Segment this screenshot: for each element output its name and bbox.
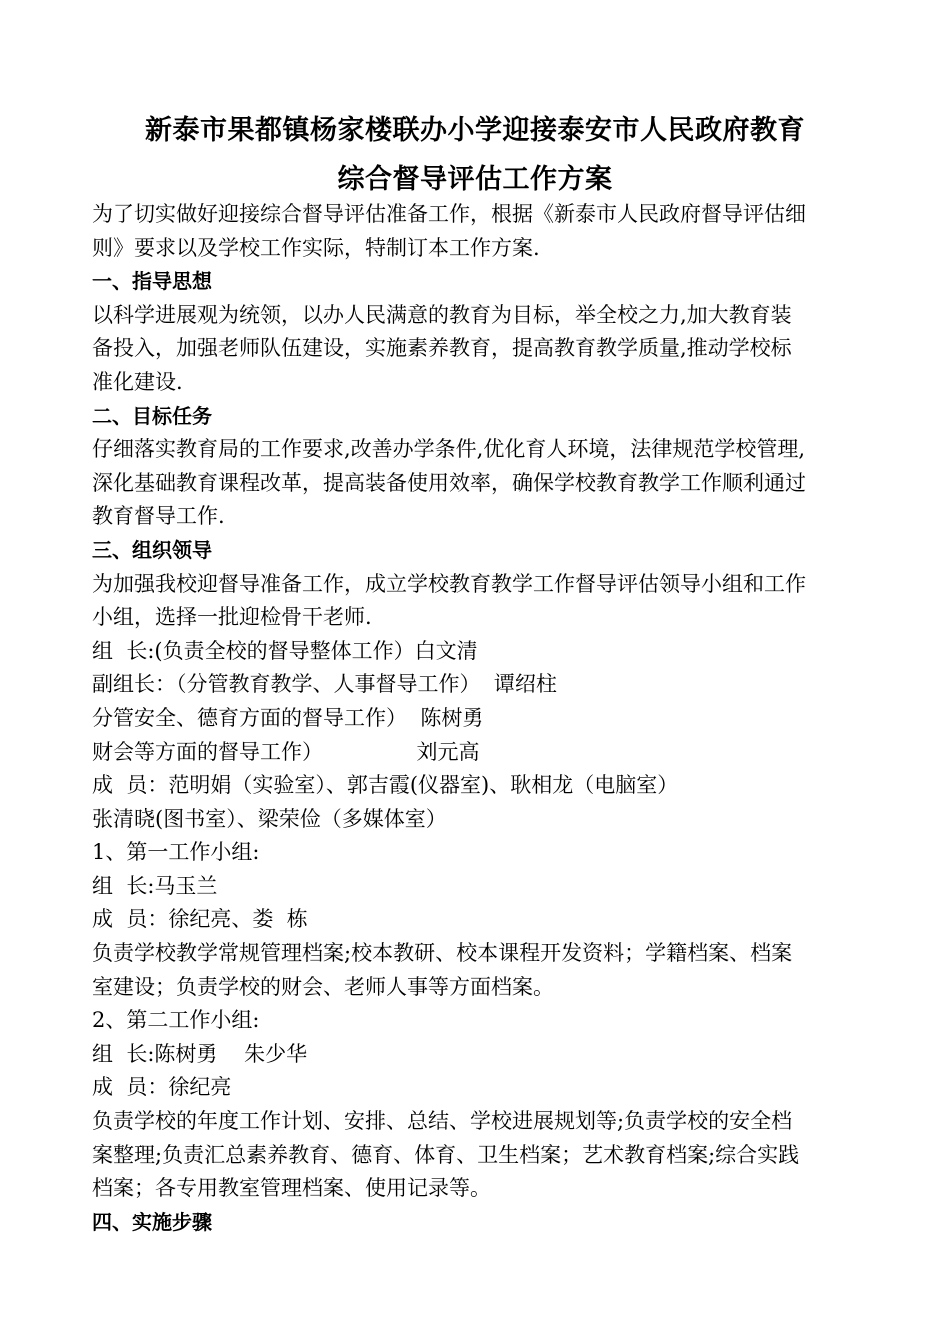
deputy-leader-line: 财会等方面的督导工作） 刘元高 <box>92 739 480 764</box>
paragraph-line: 以科学进展观为统领，以办人民满意的教育为目标，举全校之力,加大教育装 <box>92 302 792 327</box>
deputy-leader-line: 分管安全、德育方面的督导工作） 陈树勇 <box>92 705 484 730</box>
paragraph-line: 备投入，加强老师队伍建设，实施素养教育，提高教育教学质量,推动学校标 <box>92 336 792 361</box>
paragraph-line: 为加强我校迎督导准备工作，成立学校教育教学工作督导评估领导小组和工作 <box>92 571 806 596</box>
paragraph-line: 教育督导工作. <box>92 504 225 529</box>
section-heading-implementation: 四、实施步骤 <box>92 1209 212 1234</box>
paragraph-line: 档案；各专用教室管理档案、使用记录等。 <box>92 1176 491 1201</box>
intro-line: 则》要求以及学校工作实际，特制订本工作方案. <box>92 235 540 260</box>
paragraph-line: 深化基础教育课程改革，提高装备使用效率，确保学校教育教学工作顺利通过 <box>92 470 806 495</box>
members-line: 成 员：范明娟（实验室）、郭吉霞(仪器室)、耿相龙（电脑室） <box>92 773 679 798</box>
paragraph-line: 负责学校的年度工作计划、安排、总结、学校进展规划等;负责学校的安全档 <box>92 1109 793 1134</box>
paragraph-line: 负责学校教学常规管理档案;校本教研、校本课程开发资料；学籍档案、档案 <box>92 941 793 966</box>
paragraph-line: 案整理;负责汇总素养教育、德育、体育、卫生档案；艺术教育档案;综合实践 <box>92 1142 800 1167</box>
intro-line: 为了切实做好迎接综合督导评估准备工作，根据《新泰市人民政府督导评估细 <box>92 202 806 226</box>
deputy-leader-line: 副组长：（分管教育教学、人事督导工作） 谭绍柱 <box>92 672 557 697</box>
paragraph-line: 室建设；负责学校的财会、老师人事等方面档案。 <box>92 974 554 999</box>
paragraph-line: 准化建设. <box>92 369 183 394</box>
group-heading: 1、第一工作小组: <box>92 840 260 865</box>
group-members-line: 成 员：徐纪亮、娄 栋 <box>92 907 308 932</box>
paragraph-line: 小组，选择一批迎检骨干老师. <box>92 605 372 630</box>
group-heading: 2、第二工作小组: <box>92 1008 260 1033</box>
group-members-line: 成 员：徐纪亮 <box>92 1075 232 1100</box>
team-leader-line: 组 长:(负责全校的督导整体工作）白文清 <box>92 638 478 663</box>
section-heading-organization: 三、组织领导 <box>92 537 212 562</box>
group-leader-line: 组 长:马玉兰 <box>92 873 218 898</box>
group-leader-line: 组 长:陈树勇 朱少华 <box>92 1041 308 1066</box>
document-title-line-1: 新泰市果都镇杨家楼联办小学迎接泰安市人民政府教育 <box>145 115 805 146</box>
document-title-line-2: 综合督导评估工作方案 <box>337 164 613 195</box>
section-heading-goals: 二、目标任务 <box>92 403 212 428</box>
section-heading-guiding-thought: 一、指导思想 <box>92 269 212 294</box>
paragraph-line: 仔细落实教育局的工作要求,改善办学条件,优化育人环境，法律规范学校管理, <box>92 437 806 462</box>
members-line: 张清晓(图书室）、梁荣俭（多媒体室） <box>92 806 447 831</box>
document-body <box>92 198 864 1239</box>
